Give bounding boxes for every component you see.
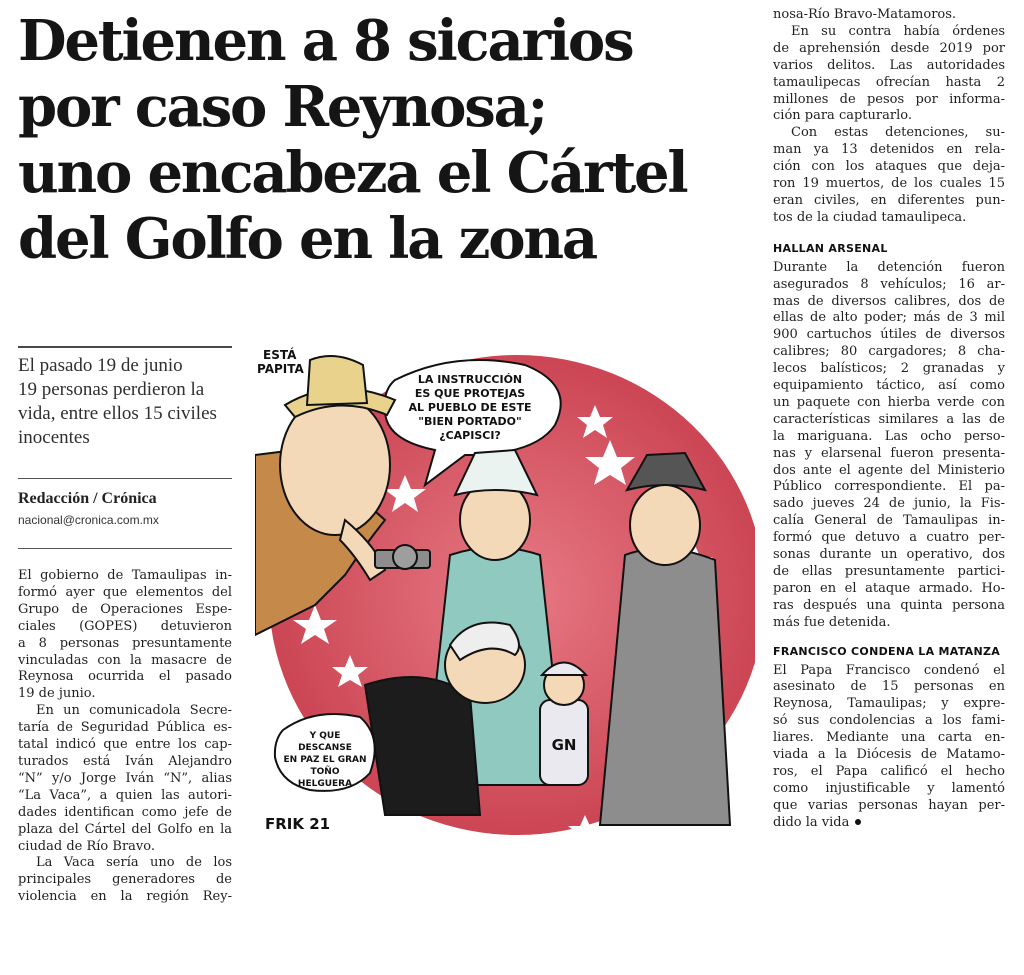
end-of-article-mark: [855, 819, 861, 825]
text-line: formó ayer que elementos del: [18, 584, 232, 600]
speech-bubble-bottom: [275, 714, 375, 791]
deck-line: inocentes: [18, 427, 90, 448]
text-line: só sus condolencias a los fami-: [773, 713, 1005, 729]
headline-line: Detienen a 8 sicarios: [18, 8, 633, 74]
text-line: calía General de Tamaulipas in-: [773, 513, 1005, 529]
text-line: [773, 815, 1005, 832]
bubble-text: Y QUE: [309, 731, 341, 741]
text-line: En un comunicadola Secre-: [36, 703, 232, 719]
text-line: sonas durante un operativo, dos: [773, 547, 1005, 563]
text-line: mas de diversos calibres, dos de: [773, 293, 1005, 309]
text-line: un paquete con hierba verde con: [773, 394, 1005, 410]
editorial-cartoon: [255, 345, 755, 840]
bubble-text: PAPITA: [257, 362, 304, 376]
deck-line: 19 personas perdieron la: [18, 379, 205, 400]
text-line: plaza del Cártel del Golfo en la: [18, 821, 232, 837]
text-line: El gobierno de Tamaulipas in-: [18, 568, 232, 583]
text-line: 19 de junio.: [18, 686, 96, 702]
text-line: dades identifican como jefe de: [18, 804, 232, 820]
text-line: de ellas presuntamente partici-: [773, 564, 1005, 579]
text-line: características similares a las de: [773, 411, 1005, 427]
text-line: ciudad de Río Bravo.: [18, 838, 155, 854]
byline: Redacción / Crónica: [18, 490, 157, 507]
text-line: Reynosa ocurrida el pasado: [18, 669, 232, 685]
gn-badge: GN: [551, 736, 577, 754]
text-line: ellas de alto poder; más de 3 mil: [773, 310, 1005, 326]
text-line: principales generadores de: [18, 872, 232, 888]
text-line: calibres; 80 cargadores; 8 cha-: [773, 344, 1005, 360]
bubble-text: ESTÁ: [263, 348, 297, 362]
text-line: tamaulipecas ofrecían hasta 2: [773, 74, 1005, 90]
text-line: La Vaca sería uno de los: [36, 855, 232, 871]
text-line: que varias personas hayan per-: [773, 797, 1005, 813]
text-line: vinculadas con la masacre de: [18, 652, 232, 668]
headline: [18, 8, 738, 272]
text-line: 900 cartuchos útiles de diversos: [773, 327, 1005, 343]
subheading: FRANCISCO CONDENA LA MATANZA: [773, 644, 1001, 658]
bubble-text: ES QUE PROTEJAS: [414, 387, 526, 400]
text-line: ción con los ataques que deja-: [773, 159, 1005, 175]
text-line: Público correspondiente. El pa-: [773, 479, 1005, 495]
deck: [18, 346, 232, 450]
text-line: Durante la detención fueron: [773, 259, 1005, 275]
text-line: equipamiento táctico, así como: [773, 378, 1005, 394]
text-line: ción para capturarlo.: [773, 108, 912, 124]
text-line: millones de pesos por informa-: [773, 91, 1005, 107]
deck-line: El pasado 19 de junio: [18, 355, 183, 376]
text-line: dos ante el agente del Ministerio: [773, 462, 1005, 478]
article-column-3: [773, 7, 1005, 832]
text-line: asesinato de 15 personas en: [773, 679, 1005, 695]
bubble-text: ¿CAPISCI?: [439, 429, 501, 442]
headline-line: uno encabeza el Cártel: [18, 140, 687, 206]
text-line: a 8 personas presuntamente: [18, 635, 232, 651]
character-soldier-gn: [540, 663, 588, 786]
bubble-text: AL PUEBLO DE ESTE: [408, 401, 532, 414]
author-email-link[interactable]: nacional@cronica.com.mx: [18, 513, 159, 527]
bubble-text: EN PAZ EL GRAN: [283, 755, 367, 765]
bubble-text: LA INSTRUCCIÓN: [417, 373, 523, 386]
text-line: liares. Mediante una carta en-: [773, 730, 1005, 746]
text-line: El Papa Francisco condenó el: [773, 662, 1005, 678]
text-line: ros, el Papa calificó el hecho: [773, 763, 1005, 779]
text-line: nosa-Río Bravo-Matamoros.: [773, 7, 957, 22]
article-column-1: [18, 568, 232, 906]
bubble-text: HELGUERA: [297, 779, 353, 789]
text-line: de aprehensión desde 2019 por: [773, 40, 1005, 56]
text-line: paron en el ataque armado. Ho-: [773, 580, 1005, 596]
text-line: sado jueves 24 de junio, la Fis-: [773, 496, 1005, 512]
speech-bubble-left: [257, 347, 304, 376]
text-line: taría de Seguridad Pública es-: [18, 720, 232, 736]
text-line: Con estas detenciones, su-: [791, 125, 1005, 141]
divider: [18, 548, 232, 549]
text-line: lecos balísticos; 2 granadas y: [773, 361, 1005, 377]
deck-line: vida, entre ellos 15 civiles: [18, 403, 217, 424]
text-line: Reynosa, Tamaulipas; y expre-: [773, 696, 1005, 712]
bubble-text: DESCANSE: [298, 743, 352, 753]
text-line: Grupo de Operaciones Espe-: [18, 601, 232, 617]
text-line-content: dido la vida: [773, 814, 850, 830]
text-line: “La Vaca”, a quien las autori-: [18, 787, 232, 803]
text-line: varios delitos. Las autoridades: [773, 57, 1005, 73]
text-line: turados está Iván Alejandro: [18, 753, 232, 769]
text-line: tatal indicó que entre los cap-: [18, 737, 232, 753]
text-line: más fue detenida.: [773, 614, 891, 630]
cartoonist-signature: FRIK 21: [265, 815, 331, 833]
text-line: viada a la Diócesis de Matamo-: [773, 747, 1005, 763]
text-line: nas y elarsenal fueron presenta-: [773, 445, 1005, 461]
headline-line: por caso Reynosa;: [18, 74, 547, 140]
headline-line: del Golfo en la zona: [18, 206, 596, 272]
subheading: HALLAN ARSENAL: [773, 241, 888, 255]
text-line: como injustificable y lamentó: [773, 780, 1005, 796]
bubble-text: "BIEN PORTADO": [418, 415, 522, 428]
text-line: En su contra había órdenes: [791, 23, 1005, 39]
text-line: “N” y/o Jorge Iván “N”, alias: [18, 770, 232, 786]
text-line: asegurados 8 vehículos; 16 ar-: [773, 276, 1005, 292]
divider: [18, 478, 232, 479]
text-line: eran civiles, en diferentes pun-: [773, 192, 1005, 208]
text-line: ron 19 muertos, de los cuales 15: [773, 176, 1005, 192]
text-line: ras después una quinta persona: [773, 597, 1005, 613]
text-line: violencia en la región Rey-: [18, 889, 232, 905]
text-line: man ya 13 detenidos en rela-: [773, 142, 1005, 158]
text-line: ciales (GOPES) detuvieron: [18, 618, 232, 634]
text-line: la mariguana. Las ocho perso-: [773, 428, 1005, 444]
text-line: formó que detuvo a cuatro per-: [773, 530, 1005, 546]
text-line: tos de la ciudad tamaulipeca.: [773, 209, 967, 225]
bubble-text: TOÑO: [310, 767, 340, 777]
